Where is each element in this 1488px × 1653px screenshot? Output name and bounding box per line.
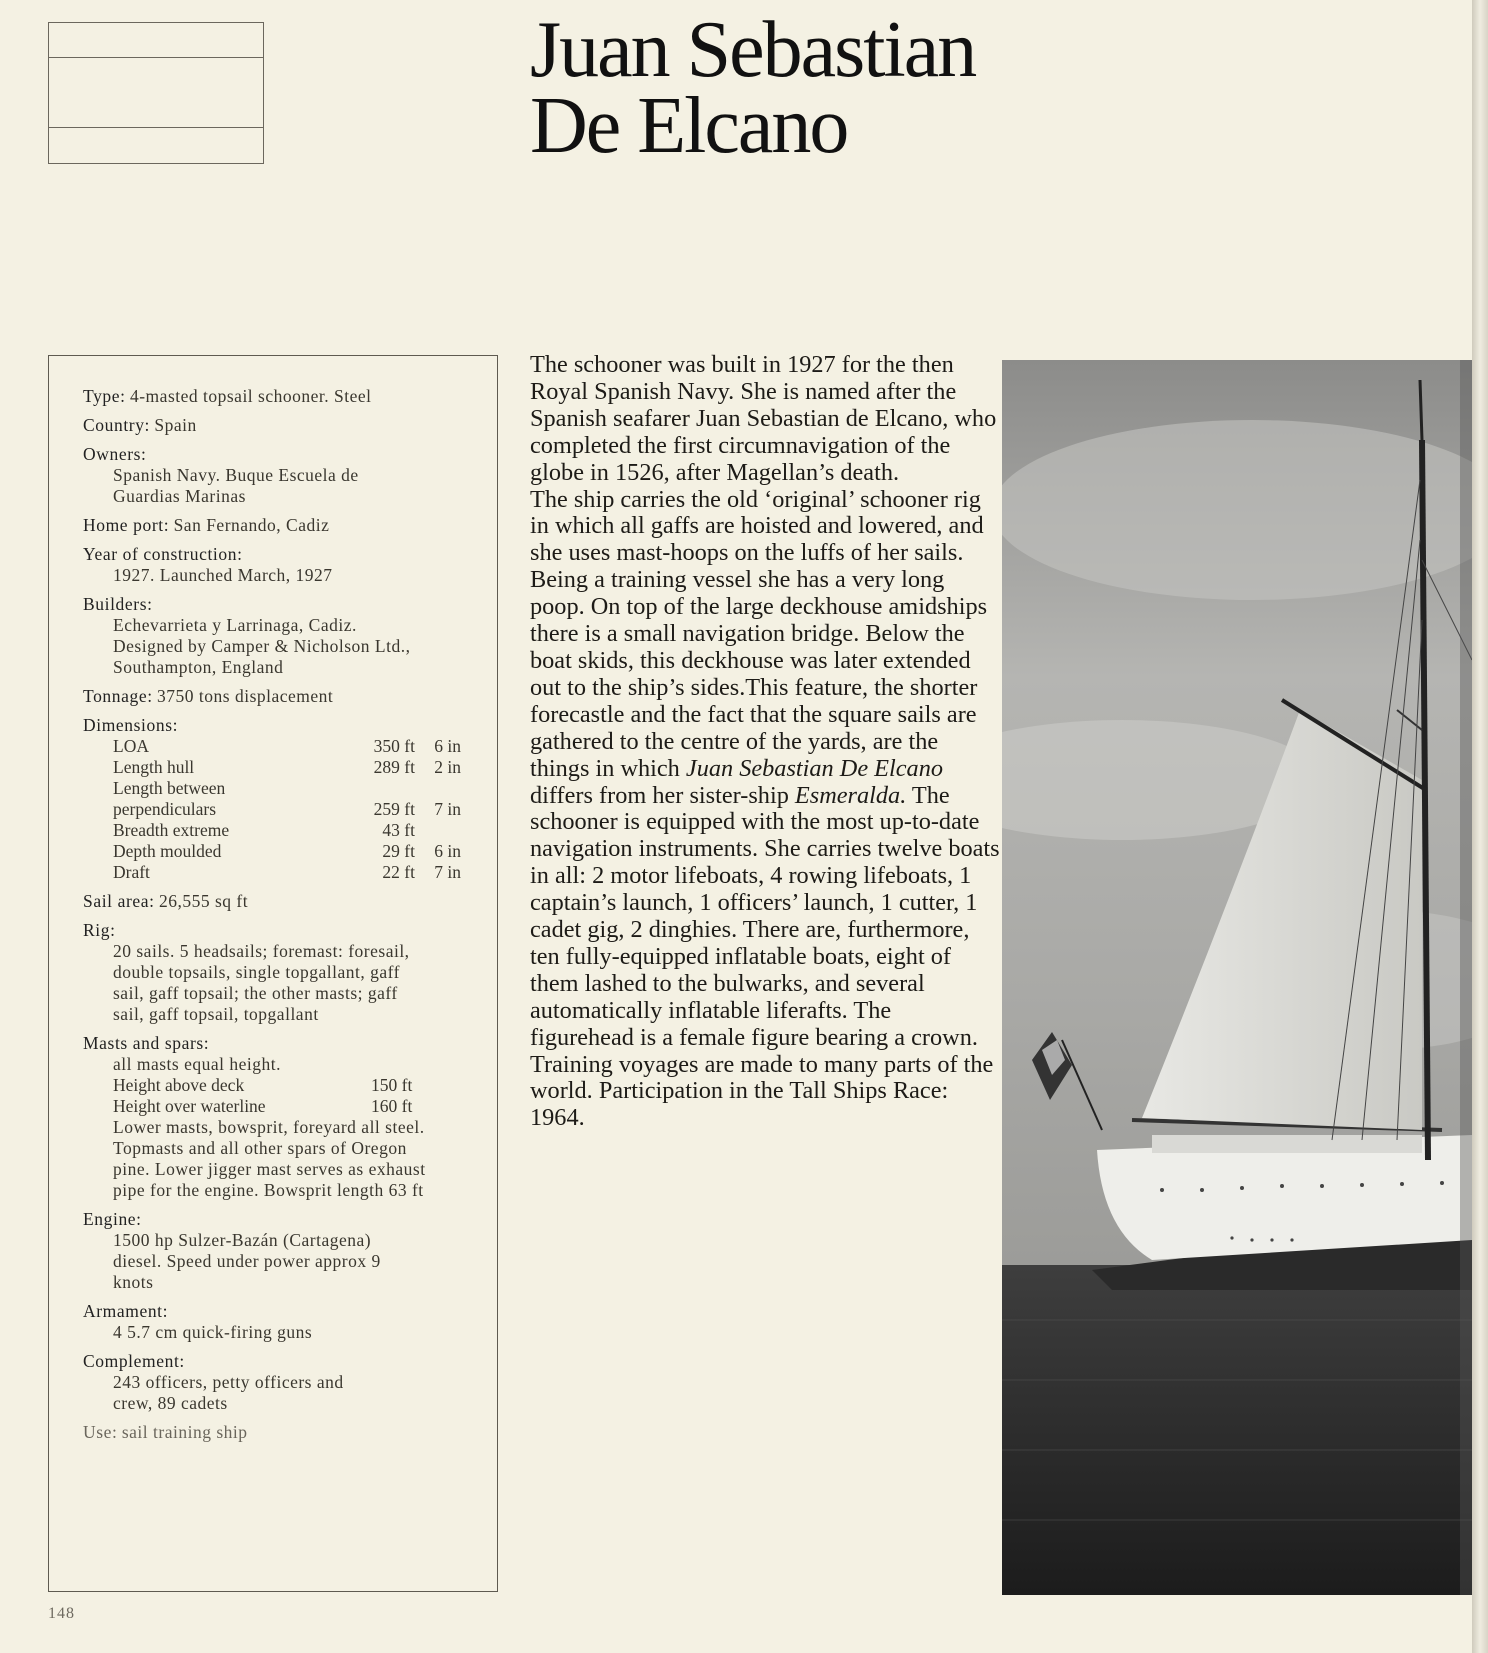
mast-value: 150 ft: [371, 1075, 413, 1095]
dimension-in: 6 in: [434, 841, 461, 861]
dimension-row: [83, 820, 471, 841]
spec-rig: Rig: 20 sails. 5 headsails; foremast: foresail, double topsails, single topgallant, gaff sail, gaff topsail; the other masts; gaff sail, gaff topsail, topgallant: [83, 920, 410, 1024]
spec-owners: Owners: Spanish Navy. Buque Escuela de Guardias Marinas: [83, 444, 359, 506]
dimension-name: Breadth extreme: [113, 820, 230, 840]
spec-dimensions: Dimensions: LOA 350 ft 6 in Length hull 289 ft 2 in Length between perpendiculars 259 ft 7 in Breadth extreme 43 ft Depth moulded 29 ft 6 in Draft 22 ft 7 in: [83, 715, 471, 883]
page-gutter: [1472, 0, 1488, 1653]
dimension-name: Length between: [113, 778, 226, 798]
dimension-in: [415, 778, 461, 799]
dimension-ft: 259 ft: [373, 799, 415, 819]
dimension-name: Depth moulded: [113, 841, 222, 861]
ship-name: Esmeralda.: [794, 781, 907, 809]
dimension-row: [83, 799, 471, 820]
page-number: 148: [48, 1605, 75, 1622]
dimension-name: LOA: [113, 736, 149, 756]
spec-sail-area: Sail area: 26,555 sq ft: [83, 891, 249, 911]
paragraph: The ship carries the old ‘original’ schooner rig in which all gaffs are hoisted and lowered, and she uses mast-hoops on the luffs of her sails. Being a training vessel she has a very long poop. On top of the large deckhouse amidships there is a small navigation bridge. Below the boat skids, this deckhouse was later extended out to the ship’s sides.This feature, the shorter forecastle and the fact that the square sails are gathered to the centre of the yards, are the things in which Juan Sebastian De Elcano differs from her sister-ship Esmeralda. The schooner is equipped with the most up-to-date navigation instruments. She carries twelve boats in all: 2 motor lifeboats, 4 rowing lifeboats, 1 captain’s launch, 1 officers’ launch, 1 cutter, 1 cadet gig, 2 dinghies. There are, furthermore, ten fully-equipped inflatable boats, eight of them lashed to the bulwarks, and several automatically inflatable liferafts. The figurehead is a female figure bearing a crown.: [530, 485, 1000, 1051]
spec-type: Type: 4-masted topsail schooner. Steel: [83, 386, 372, 406]
ship-name: Juan Sebastian De Elcano: [685, 754, 943, 782]
schooner-image: [1002, 360, 1472, 1595]
dimension-name: Draft: [113, 862, 150, 882]
paragraph: The schooner was built in 1927 for the then Royal Spanish Navy. She is named after the Spanish seafarer Juan Sebastian de Elcano, who completed the first circumnavigation of the globe in 1526, after Magellan’s death.: [530, 351, 997, 486]
mast-name: Height above deck: [113, 1075, 245, 1095]
flag-stripe: [49, 127, 263, 128]
mast-row: [83, 1075, 471, 1096]
specifications-box: [48, 355, 498, 1592]
flag-outline: [48, 22, 264, 164]
spec-engine: Engine: 1500 hp Sulzer-Bazán (Cartagena) diesel. Speed under power approx 9 knots: [83, 1209, 381, 1292]
dimension-row: [83, 778, 471, 799]
title-line-1: Juan Sebastian: [530, 6, 976, 94]
spec-country: Country: Spain: [83, 415, 197, 435]
dimension-in: 2 in: [434, 757, 461, 777]
masts-table: [83, 1075, 471, 1117]
spec-masts: Masts and spars: all masts equal height. Height above deck 150 ft Height over waterline 160 ft Lower masts, bowsprit, foreyard all steel. Topmasts and all other spars of Oregon pine. Lower jigger mast serves as exhaust pipe for the engine. Bowsprit length 63 ft: [83, 1033, 471, 1201]
page-title: [530, 6, 976, 170]
spec-year: Year of construction: 1927. Launched March, 1927: [83, 544, 333, 585]
dimension-in: 7 in: [434, 799, 461, 819]
dimension-in: 7 in: [434, 862, 461, 882]
dimension-row: [83, 757, 471, 778]
dimension-name: Length hull: [113, 757, 195, 777]
spec-home-port: Home port: San Fernando, Cadiz: [83, 515, 330, 535]
paragraph: Training voyages are made to many parts of the world. Participation in the Tall Ships Race: 1964.: [530, 1050, 994, 1132]
spec-complement: Complement: 243 officers, petty officers and crew, 89 cadets: [83, 1351, 344, 1413]
dimension-ft: [363, 778, 415, 799]
mast-value: 160 ft: [371, 1096, 413, 1116]
dimension-in: [415, 820, 461, 841]
dimension-row: [83, 841, 471, 862]
dimensions-table: [83, 736, 471, 883]
mast-name: Height over waterline: [113, 1096, 266, 1116]
dimension-ft: 350 ft: [373, 736, 415, 756]
mast-row: [83, 1096, 471, 1117]
spec-armament: Armament: 4 5.7 cm quick-firing guns: [83, 1301, 313, 1342]
dimension-name: perpendiculars: [113, 799, 217, 819]
spec-builders: Builders: Echevarrieta y Larrinaga, Cadiz. Designed by Camper & Nicholson Ltd., Southampton, England: [83, 594, 411, 677]
dimension-ft: 289 ft: [373, 757, 415, 777]
spec-tonnage: Tonnage: 3750 tons displacement: [83, 686, 334, 706]
dimension-row: [83, 862, 471, 883]
article-body: [530, 352, 1000, 1132]
dimension-in: 6 in: [434, 736, 461, 756]
dimension-ft: 43 ft: [382, 820, 415, 840]
flag-stripe: [49, 57, 263, 58]
dimension-ft: 29 ft: [382, 841, 415, 861]
ship-photograph: [1002, 360, 1472, 1595]
dimension-row: [83, 736, 471, 757]
spec-use: Use: sail training ship: [83, 1422, 248, 1442]
dimension-ft: 22 ft: [382, 862, 415, 882]
title-line-2: De Elcano: [530, 82, 848, 170]
